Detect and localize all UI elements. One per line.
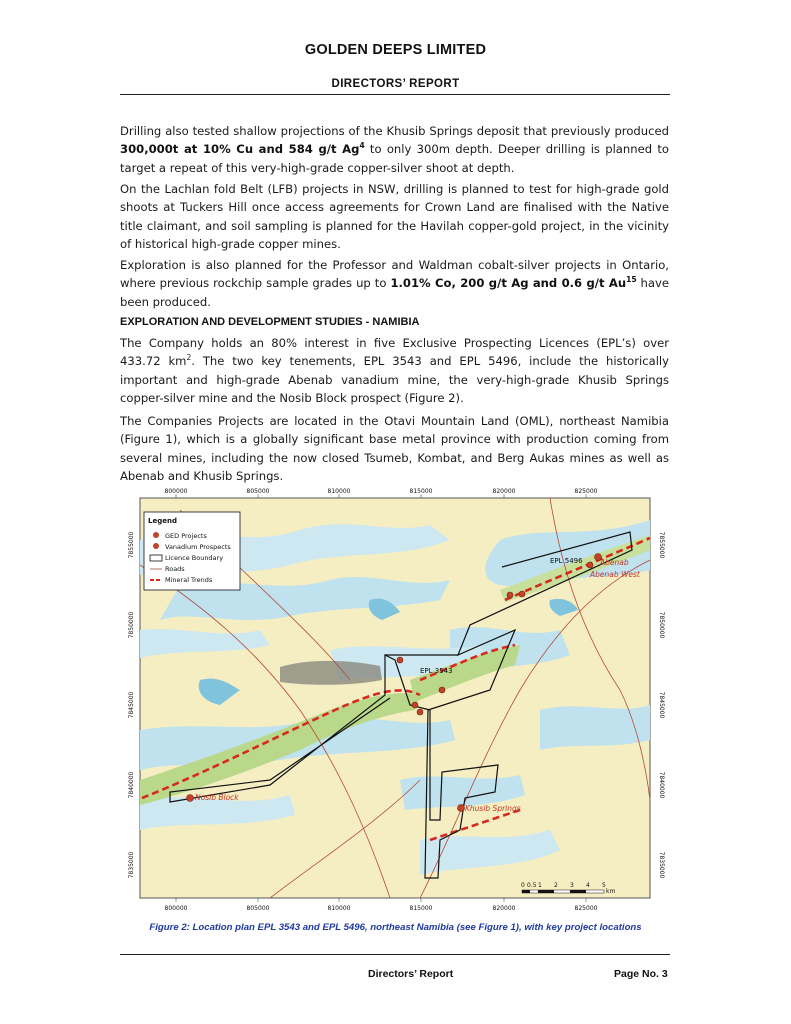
figure-caption: Figure 2: Location plan EPL 3543 and EPL 5496, northeast Namibia (see Figure 1), with key project locations bbox=[149, 922, 642, 933]
svg-text:7840000: 7840000 bbox=[128, 771, 135, 799]
map-y-axis-left bbox=[128, 531, 135, 878]
svg-text:820000: 820000 bbox=[492, 488, 516, 495]
svg-text:810000: 810000 bbox=[327, 488, 351, 495]
svg-text:5: 5 bbox=[602, 882, 606, 889]
legend-item-trends: Mineral Trends bbox=[165, 576, 213, 584]
map-y-axis-right bbox=[658, 532, 665, 879]
map-x-axis-top bbox=[165, 488, 598, 495]
label-abenab: Abenab bbox=[600, 558, 629, 567]
map-legend bbox=[144, 512, 240, 590]
svg-text:800000: 800000 bbox=[164, 905, 188, 912]
map-x-axis-bottom bbox=[165, 905, 598, 912]
svg-text:800000: 800000 bbox=[164, 488, 188, 495]
svg-text:825000: 825000 bbox=[574, 488, 598, 495]
svg-text:km: km bbox=[606, 888, 616, 895]
report-title: DIRECTORS’ REPORT bbox=[331, 78, 460, 90]
header-rule bbox=[120, 94, 670, 95]
location-map bbox=[120, 480, 670, 920]
svg-text:7835000: 7835000 bbox=[658, 851, 665, 879]
legend-item-ged-projects: GED Projects bbox=[165, 532, 207, 540]
svg-text:825000: 825000 bbox=[574, 905, 598, 912]
paragraph-ontario-exploration: Exploration is also planned for the Professor and Waldman cobalt-silver projects in Ontario, where previous rockchip sample grades up to 1.01% Co, 200 g/t Ag and 0.6 g/t Au$^{15}$ have been produced. bbox=[120, 258, 669, 309]
svg-text:0: 0 bbox=[521, 882, 525, 889]
label-khusib-springs: Khusib Springs bbox=[465, 804, 521, 813]
company-name: GOLDEN DEEPS LIMITED bbox=[304, 42, 487, 58]
paragraph-lachlan-fold-belt: On the Lachlan fold Belt (LFB) projects in NSW, drilling is planned to test for high-grade gold shoots at Tuckers Hill once access agreements for Crown Land are finalised with the Native title claimant, and soil sampling is planned for the Havilah copper-gold project, in the vicinity of historical high-grade copper mines. bbox=[120, 182, 669, 251]
svg-text:7845000: 7845000 bbox=[128, 691, 135, 719]
svg-text:815000: 815000 bbox=[409, 488, 433, 495]
legend-title: Legend bbox=[148, 517, 177, 525]
legend-item-licence: Licence Boundary bbox=[165, 554, 224, 562]
svg-text:7855000: 7855000 bbox=[128, 531, 135, 559]
svg-text:7845000: 7845000 bbox=[658, 691, 665, 719]
svg-text:7855000: 7855000 bbox=[658, 531, 665, 559]
svg-text:4: 4 bbox=[586, 882, 590, 889]
footer-rule bbox=[120, 954, 670, 955]
label-abenab-west: Abenab West bbox=[590, 570, 640, 579]
svg-text:7850000: 7850000 bbox=[128, 611, 135, 639]
legend-item-roads: Roads bbox=[165, 565, 185, 573]
footer-section-title: Directors’ Report bbox=[368, 968, 454, 980]
svg-text:815000: 815000 bbox=[409, 905, 433, 912]
map-dark-outcrop bbox=[280, 661, 382, 685]
section-heading: EXPLORATION AND DEVELOPMENT STUDIES - NAMIBIA bbox=[120, 316, 420, 328]
svg-text:820000: 820000 bbox=[492, 905, 516, 912]
svg-text:7840000: 7840000 bbox=[658, 771, 665, 799]
paragraph-khusib-drilling: Drilling also tested shallow projections of the Khusib Springs deposit that previously produced 300,000t at 10% Cu and 584 g/t Ag$^4$ to only 300m depth. Deeper drilling is planned to target a repeat of this very-high-grade copper-silver shoot at depth. bbox=[120, 124, 669, 175]
svg-text:1: 1 bbox=[538, 882, 542, 889]
svg-text:7835000: 7835000 bbox=[128, 851, 135, 879]
page-number: Page No. 3 bbox=[614, 968, 668, 980]
paragraph-namibia-licences: The Company holds an 80% interest in five Exclusive Prospecting Licences (EPL’s) over 433.72 $km^2$. The two key tenements, EPL 3543 and EPL 5496, include the historically important and high-grade Abenab vanadium mine, the very-high-grade Khusib Springs copper-silver mine and the Nosib Block prospect (Figure 2). bbox=[120, 336, 670, 405]
svg-text:7850000: 7850000 bbox=[658, 611, 665, 639]
svg-text:805000: 805000 bbox=[246, 488, 270, 495]
svg-text:0.5: 0.5 bbox=[527, 882, 537, 889]
label-epl-3543: EPL 3543 bbox=[420, 667, 453, 675]
svg-text:3: 3 bbox=[570, 882, 574, 889]
svg-text:810000: 810000 bbox=[327, 905, 351, 912]
svg-text:2: 2 bbox=[554, 882, 558, 889]
legend-item-vanadium: Vanadium Prospects bbox=[165, 543, 231, 551]
paragraph-otavi-mountain-land: The Companies Projects are located in the Otavi Mountain Land (OML), northeast Namibia (Figure 1), which is a globally significant base metal province with production coming from several mines, including the now closed Tsumeb, Kombat, and Berg Aukas mines as well as Abenab and Khusib Springs. bbox=[120, 414, 669, 483]
svg-text:805000: 805000 bbox=[246, 905, 270, 912]
label-epl-5496: EPL 5496 bbox=[550, 557, 583, 565]
label-nosib-block: Nosib Block bbox=[195, 793, 239, 802]
